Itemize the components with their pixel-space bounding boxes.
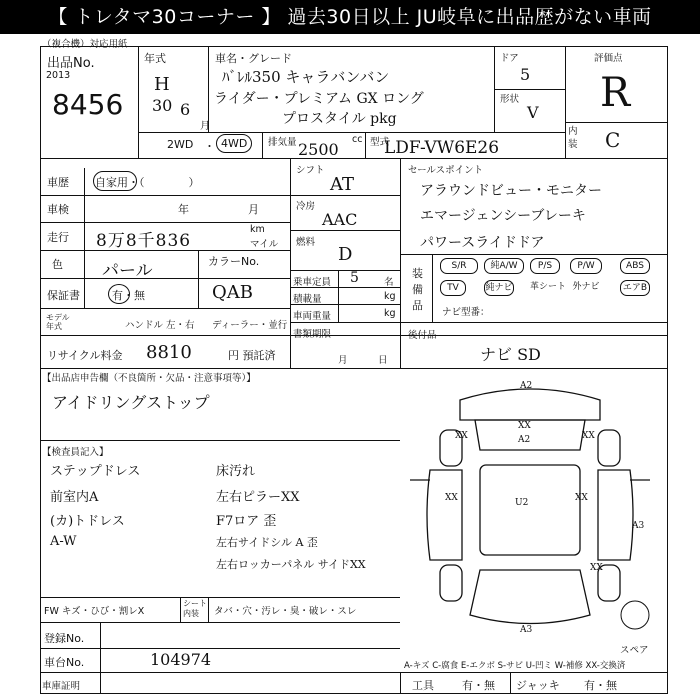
footer-jack-value: 有・無 bbox=[584, 679, 617, 692]
footer-seat-label: シート内装 bbox=[183, 599, 207, 618]
model-code-label: 型式 bbox=[370, 137, 390, 148]
car-line3: プロスタイル pkg bbox=[282, 111, 397, 127]
footer-tools-value: 有・無 bbox=[462, 679, 495, 692]
capacity-unit: 名 bbox=[384, 277, 394, 288]
car-line2: ライダー・プレミアム GX ロング bbox=[214, 91, 424, 107]
car-label: 車名・グレード bbox=[215, 52, 292, 65]
diagram-label-xx-left-front: XX bbox=[455, 431, 468, 441]
load-unit: kg bbox=[384, 291, 396, 302]
inspector-label: 【検査員記入】 bbox=[42, 447, 109, 458]
grade-label: 評価点 bbox=[594, 53, 623, 64]
mileage-unit-mile: マイル bbox=[250, 239, 279, 250]
banner: 【 トレタマ30コーナー 】 過去30日以上 JU岐阜に出品歴がない車両 bbox=[0, 0, 700, 34]
grade-value: R bbox=[600, 70, 631, 116]
notice-value: アイドリングストップ bbox=[52, 393, 210, 412]
ac-label: 冷房 bbox=[296, 201, 316, 212]
warranty-circle bbox=[108, 284, 130, 304]
load-label: 積載量 bbox=[293, 294, 322, 305]
model-year-month-unit: 月 bbox=[200, 121, 210, 132]
color-code-value: QAB bbox=[212, 282, 253, 303]
shift-value: AT bbox=[330, 174, 355, 195]
color-label: 色 bbox=[52, 258, 63, 271]
footer-reg-label: 登録No. bbox=[44, 632, 85, 645]
warranty-label: 保証書 bbox=[47, 289, 80, 302]
shape-value: V bbox=[527, 103, 539, 122]
weight-unit: kg bbox=[384, 308, 396, 319]
diagram-label-xx-left-side: XX bbox=[445, 493, 458, 503]
shift-label: シフト bbox=[296, 165, 325, 176]
diagram-label-a3-rear: A3 bbox=[520, 625, 533, 635]
footer-legend: A-キズ C-腐食 E-エクボ S-サビ U-凹ミ W-補修 XX-交換済 bbox=[404, 661, 626, 671]
recycle-value: 8810 bbox=[146, 342, 192, 363]
notice-label: 【出品店申告欄（不良箇所・欠品・注意事項等）】 bbox=[42, 373, 256, 384]
inspector-right-1: 左右ピラーXX bbox=[216, 490, 300, 505]
displacement-label: 排気量 bbox=[268, 137, 297, 148]
drive-2wd: 2WD bbox=[167, 138, 194, 151]
diagram-label-xx-right-front: XX bbox=[582, 431, 595, 441]
capacity-label: 乗車定員 bbox=[293, 277, 332, 288]
model-row-handle: ハンドル 左・右 bbox=[125, 320, 195, 331]
lot-year-tag: 2013 bbox=[46, 70, 71, 81]
aftermarket-label: 後付品 bbox=[408, 330, 437, 341]
inspector-right-0: 床汚れ bbox=[216, 464, 256, 479]
model-year-year: 30 bbox=[152, 96, 173, 115]
history-value: 自家用・（ ） bbox=[95, 176, 200, 189]
equip-aw: 純A/W bbox=[484, 258, 524, 274]
diagram-label-a2-top: A2 bbox=[520, 381, 533, 391]
equip-ps: P/S bbox=[530, 258, 560, 274]
sales-points-line3: パワースライドドア bbox=[420, 235, 545, 251]
recycle-label: リサイクル料金 bbox=[47, 349, 123, 362]
sales-points-line2: エマージェンシーブレーキ bbox=[420, 208, 586, 224]
weight-label: 車両重量 bbox=[293, 311, 332, 322]
equip-pw: P/W bbox=[570, 258, 602, 274]
equip-sr: S/R bbox=[440, 258, 478, 274]
aftermarket-value: ナビ SD bbox=[480, 345, 541, 364]
interior-label: 内装 bbox=[568, 126, 578, 150]
warranty-value: 有・無 bbox=[112, 289, 145, 302]
sales-points-line1: アラウンドビュー・モニター bbox=[420, 183, 602, 199]
model-year-month: 6 bbox=[180, 100, 191, 119]
fuel-value: D bbox=[338, 244, 353, 265]
drive-4wd-circled: 4WD bbox=[216, 134, 252, 153]
diagram-label-xx-right-side: XX bbox=[575, 493, 588, 503]
inspector-left-1: 前室内A bbox=[50, 490, 99, 505]
footer-chassis-value: 104974 bbox=[150, 650, 212, 669]
model-code-value: LDF-VW6E26 bbox=[384, 138, 500, 158]
recycle-unit: 円 預託済 bbox=[228, 349, 276, 362]
sub-header: （複合機）対応用紙 bbox=[42, 39, 128, 50]
equip-airbag: エアB bbox=[620, 280, 650, 296]
displacement-value: 2500 bbox=[298, 140, 339, 159]
inspection-month-unit: 月 bbox=[248, 203, 259, 216]
document-deadline-unit: 月 bbox=[338, 355, 348, 366]
inspector-left-3: A-W bbox=[50, 534, 77, 549]
spare-tire-icon bbox=[621, 601, 649, 629]
diagram-label-xx-hood: XX bbox=[518, 421, 531, 431]
lot-number: 8456 bbox=[52, 88, 124, 121]
ac-value: AAC bbox=[322, 210, 358, 229]
equipment-label: 装備品 bbox=[412, 267, 423, 312]
history-circle bbox=[93, 171, 137, 191]
inspector-right-3: 左右サイドシル A 歪 bbox=[216, 536, 318, 549]
equip-ext-navi: 外ナビ bbox=[572, 282, 600, 292]
displacement-unit: cc bbox=[352, 134, 363, 145]
mileage-label: 走行 bbox=[47, 231, 69, 244]
diagram-label-a3-right: A3 bbox=[632, 521, 645, 531]
model-row-dealer: ディーラー・並行 bbox=[212, 320, 288, 331]
model-row-label: モデル年式 bbox=[46, 313, 70, 331]
lot-label: 出品No. bbox=[47, 56, 95, 71]
footer-jack-label: ジャッキ bbox=[516, 679, 560, 692]
inspection-year-unit: 年 bbox=[178, 203, 189, 216]
equip-leather: 革シート bbox=[530, 282, 567, 292]
document-deadline-label: 書類期限 bbox=[293, 329, 332, 340]
diagram-label-xx-right-rear: XX bbox=[590, 563, 603, 573]
car-line1: ﾊﾞﾚﾙ350 キャラバンバン bbox=[222, 68, 390, 86]
footer-cert-label: 車庫証明 bbox=[42, 681, 81, 692]
spare-label: スペア bbox=[620, 645, 649, 656]
history-label: 車歴 bbox=[47, 176, 69, 189]
footer-fw: FW キズ・ひび・割レX bbox=[44, 606, 145, 617]
diagram-label-u2-roof: U2 bbox=[515, 498, 529, 508]
inspection-label: 車検 bbox=[47, 203, 69, 216]
model-year-label: 年式 bbox=[144, 52, 166, 65]
interior-value: C bbox=[605, 128, 621, 152]
doors-value: 5 bbox=[520, 65, 531, 84]
model-year-era: H bbox=[154, 74, 170, 95]
color-value: パール bbox=[102, 261, 153, 281]
inspector-right-2: F7ロア 歪 bbox=[216, 514, 277, 529]
document-deadline-day-unit: 日 bbox=[378, 355, 388, 366]
shape-label: 形状 bbox=[500, 94, 520, 105]
equip-abs: ABS bbox=[620, 258, 650, 274]
footer-seat-value: タバ・穴・汚レ・臭・破レ・スレ bbox=[214, 606, 357, 617]
inspector-left-0: ステップドレス bbox=[50, 464, 141, 479]
color-code-label: カラーNo. bbox=[208, 255, 260, 268]
inspector-right-4: 左右ロッカーパネル サイドXX bbox=[216, 558, 366, 571]
mileage-value: 8万8千836 bbox=[96, 231, 192, 251]
fuel-label: 燃料 bbox=[296, 237, 316, 248]
doors-label: ドア bbox=[500, 53, 519, 64]
equip-navi: 純ナビ bbox=[484, 280, 514, 296]
footer-tools-label: 工具 bbox=[412, 679, 434, 692]
mileage-unit-km: km bbox=[250, 224, 265, 235]
sales-points-label: セールスポイント bbox=[408, 165, 484, 176]
inspector-left-2: (カ)トドレス bbox=[50, 514, 125, 529]
capacity-value: 5 bbox=[350, 270, 359, 286]
diagram-label-a2-hood: A2 bbox=[518, 435, 531, 445]
footer-chassis-label: 車台No. bbox=[44, 656, 85, 669]
equip-tv: TV bbox=[440, 280, 466, 296]
navi-label: ナビ型番： bbox=[442, 307, 490, 318]
body-damage-diagram bbox=[400, 370, 668, 660]
